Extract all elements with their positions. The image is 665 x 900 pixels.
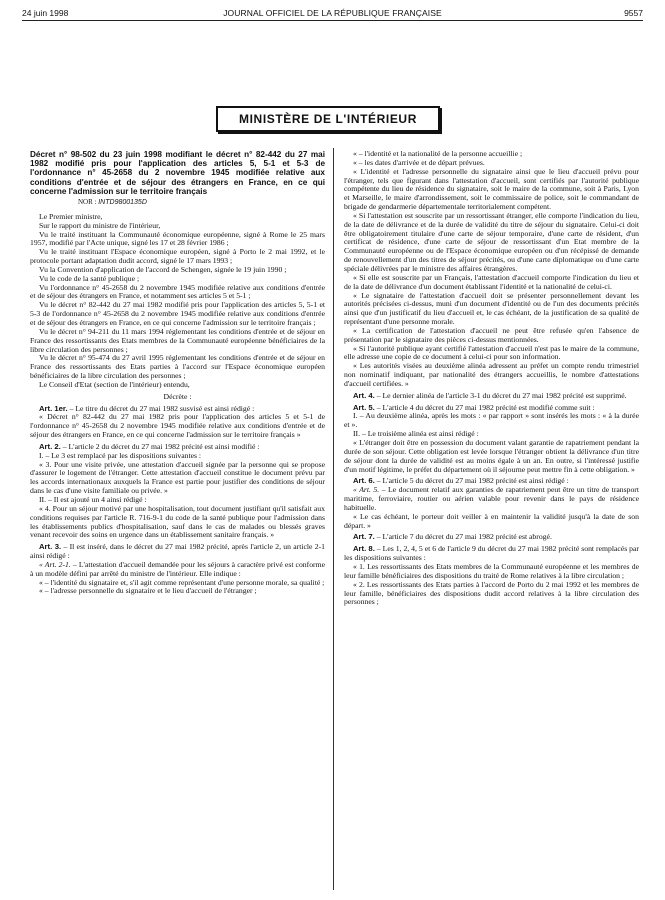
article-label: Art. 6. xyxy=(353,476,375,486)
paragraph: « La certification de l'attestation d'accueil ne peut être refusée qu'en l'absence de présentation par le signataire des pièces ci-dessus mentionnées. xyxy=(344,325,639,344)
paragraph: Vu le décret n° 82-442 du 27 mai 1982 modifié pris pour l'application des articles 5, 5-1 et 5-3 de l'ordonnance n° 45-2658 du 2 novembre 1945 modifiée relative aux conditions d'entrée et de séjour des étrangers en France, en ce qui concerne l'admission sur le territoire français ; xyxy=(30,300,325,327)
nor-reference xyxy=(30,198,325,208)
paragraph: Le Premier ministre, xyxy=(39,211,103,221)
article-label: Art. 1er. xyxy=(39,403,68,413)
paragraph: « Si l'attestation est souscrite par un ressortissant étranger, elle comporte l'indication du lieu, de la date de délivrance et de la durée de validité du titre de séjour du signataire. Celui-ci doit être obligatoirement titulaire d'une carte de séjour temporaire, d'une carte de résident, d'un certificat de résidence, d'une carte de séjour de ressortissant d'un Etat membre de la Communauté européenne ou de l'Espace économique européen ou d'un récépissé de demande de renouvellement d'un des titres de séjour précités, ou d'une carte diplomatique ou d'une carte spéciale délivrées par le ministre des affaires étrangères. xyxy=(344,210,639,273)
paragraph: « L'étranger doit être en possession du document valant garantie de rapatriement pendant la durée de son séjour. Cette obligation est levée lorsque l'étranger obtient la délivrance d'un titre de séjour dont la durée de validité est au moins égale à un an. En outre, si l'intéressé justifie d'un motif légitime, le préfet du département où il séjourne peut mettre fin à cette obligation. » xyxy=(344,438,639,474)
paragraph: « 1. Les ressortissants des Etats membres de la Communauté européenne et les membres de leur famille bénéficiaires des dispositions du traité de Rome relatives à la libre circulation ; xyxy=(344,561,639,580)
article-3: Art. 3. – Il est inséré, dans le décret du 27 mai 1982 précité, après l'article 2, un article 2-1 ainsi rédigé : xyxy=(30,542,325,561)
paragraph: Sur le rapport du ministre de l'intérieur, xyxy=(39,220,161,230)
paragraph: Vu le décret n° 95-474 du 27 avril 1995 réglementant les conditions d'entrée et de séjour en France des ressortissants des Etats parties à l'accord sur l'Espace économique européen bénéficiaires de la libre circulation des personnes ; xyxy=(30,353,325,381)
paragraph: Vu le traité instituant l'Espace économique européen, signé à Porto le 2 mai 1992, et le protocole portant adaptation dudit accord, signé le 17 mars 1993 ; xyxy=(30,247,325,266)
paragraph: II. – Le troisième alinéa est ainsi rédigé : xyxy=(353,429,479,439)
paragraph: Vu la Convention d'application de l'accord de Schengen, signée le 19 juin 1990 ; xyxy=(39,264,287,274)
column-separator xyxy=(333,148,334,890)
article-label: Art. 2. xyxy=(39,441,61,451)
paragraph: I. – Le 3 est remplacé par les dispositions suivantes : xyxy=(39,450,202,460)
paragraph: « Le signataire de l'attestation d'accueil doit se présenter personnellement devant les autorités précisées ci-dessus, muni d'un document d'identité ou de l'un des documents précités ainsi que d'un justificatif du lieu d'accueil et, le cas échéant, de la justification de sa qualité de représentant d'une personne morale. xyxy=(344,290,639,327)
article-label: Art. 5. xyxy=(353,402,375,412)
header-page-number: 9557 xyxy=(624,8,643,18)
paragraph: « L'identité et l'adresse personnelle du signataire ainsi que le lieu d'accueil prévu pour l'étranger, tels que figurant dans l'attestation d'accueil, sont certifiés par l'autorité publique compétente du lieu de résidence du signataire, soit le maire de la commune, soit à Paris, Lyon et Marseille, le maire d'arrondissement, soit le commissaire de police, soit le commandant de brigade de gendarmerie départementale territorialement compétent. xyxy=(344,166,639,212)
ministry-box: MINISTÈRE DE L'INTÉRIEUR xyxy=(216,106,440,132)
paragraph: « Art. 5. – Le document relatif aux garanties de rapatriement peut être un titre de transport maritime, ferroviaire, routier ou aérien valable pour revenir dans le pays de résidence habituelle. xyxy=(344,485,640,512)
decree-title: Décret n° 98-502 du 23 juin 1998 modifiant le décret n° 82-442 du 27 mai 1982 modifié pris pour l'application des articles 5, 5-1 et 5-3 de l'ordonnance n° 45-2658 du 2 novembre 1945 modifiée relative aux conditions d'entrée et de séjour des étrangers en France, en ce qui concerne l'admission sur le territoire français xyxy=(30,150,325,196)
paragraph: « – l'adresse personnelle du signataire et le lieu d'accueil de l'étranger ; xyxy=(39,586,257,596)
paragraph: Vu l'ordonnance n° 45-2658 du 2 novembre 1945 modifiée relative aux conditions d'entrée et de séjour des étrangers en France, et notamment ses articles 5 et 5-1 ; xyxy=(30,282,325,301)
nor-label: NOR : xyxy=(78,198,97,207)
header-journal-title: JOURNAL OFFICIEL DE LA RÉPUBLIQUE FRANÇAISE xyxy=(223,8,442,18)
header-rule xyxy=(22,20,643,21)
article-label: Art. 3. xyxy=(39,542,62,552)
article-4: Art. 4. – Le dernier alinéa de l'article 3-1 du décret du 27 mai 1982 précité est supprimé. xyxy=(353,390,627,400)
article-8: Art. 8. – Les 1, 2, 4, 5 et 6 de l'article 9 du décret du 27 mai 1982 précité sont remplacés par les dispositions suivantes : xyxy=(344,544,639,563)
article-label: Art. 4. xyxy=(353,390,375,400)
article-label: Art. 7. xyxy=(353,532,375,542)
paragraph: « Art. 2-1. – L'attestation d'accueil demandée pour les séjours à caractère privé est conforme à un modèle défini par arrêté du ministre de l'intérieur. Elle indique : xyxy=(30,559,326,578)
article-5: Art. 5. – L'article 4 du décret du 27 mai 1982 précité est modifié comme suit : xyxy=(353,402,595,412)
article-2: Art. 2. – L'article 2 du décret du 27 mai 1982 précité est ainsi modifié : xyxy=(39,441,260,451)
paragraph: « 2. Les ressortissants des Etats parties à l'accord de Porto du 2 mai 1992 et les membres de leur famille, bénéficiaires des dispositions dudit accord relatives à la libre circulation des personnes ; xyxy=(344,579,639,607)
paragraph: « Si l'autorité publique ayant certifié l'attestation d'accueil n'est pas le maire de la commune, elle adresse une copie de ce document à celui-ci pour son information. xyxy=(344,343,639,362)
paragraph: Vu le traité instituant la Communauté économique européenne, signé à Rome le 25 mars 1957, modifié par l'Acte unique, signé les 17 et 28 février 1986 ; xyxy=(30,229,325,248)
paragraph: Le Conseil d'Etat (section de l'intérieur) entendu, xyxy=(39,379,190,389)
paragraph: « Décret n° 82-442 du 27 mai 1982 pris pour l'application des articles 5 et 5-1 de l'ordonnance n° 45-2658 du 2 novembre 1945 modifiée relative aux conditions d'entrée et de séjour des étrangers en France, en ce qui concerne l'admission sur le territoire français » xyxy=(30,412,325,440)
paragraph: Vu le décret n° 94-211 du 11 mars 1994 réglementant les conditions d'entrée et de séjour en France des ressortissants des Etats membres de la Communauté européenne bénéficiaires de la libre circulation des personnes ; xyxy=(30,326,325,354)
paragraph: « Les autorités visées au deuxième alinéa adressent au préfet un compte rendu trimestriel non nominatif indiquant, par nationalité des étrangers accueillis, le nombre d'attestations d'accueil certifiées. » xyxy=(344,361,639,388)
paragraph: « – l'identité et la nationalité de la personne accueillie ; xyxy=(353,149,523,158)
right-column xyxy=(344,150,639,607)
paragraph: I. – Au deuxième alinéa, après les mots : « par rapport » sont insérés les mots : « à la durée et ». xyxy=(344,411,639,430)
paragraph: « 4. Pour un séjour motivé par une hospitalisation, tout document justifiant qu'il satisfait aux conditions requises par l'article R. 716-9-1 du code de la santé publique pour l'admission dans les établissements publics d'hospitalisation, sauf dans le cas de malades ou blessés graves venant recevoir des soins en urgence dans un établissement sanitaire français. » xyxy=(30,503,325,540)
paragraph: Vu le code de la santé publique ; xyxy=(39,273,140,283)
paragraph: « Si elle est souscrite par un Français, l'attestation d'accueil comporte l'indication du lieu et de la date de délivrance d'un document établissant l'identité et la nationalité de celui-ci. xyxy=(344,272,639,291)
header-date: 24 juin 1998 xyxy=(22,8,69,18)
paragraph: « – l'identité du signataire et, s'il agit comme représentant d'une personne morale, sa qualité ; xyxy=(39,577,325,587)
paragraph: « – les dates d'arrivée et de départ prévues. xyxy=(353,157,485,167)
article-7: Art. 7. – L'article 7 du décret du 27 mai 1982 précité est abrogé. xyxy=(353,532,552,542)
article-1: Art. 1er. – Le titre du décret du 27 mai 1982 susvisé est ainsi rédigé : xyxy=(39,403,255,413)
left-column xyxy=(30,150,325,596)
decrees-heading: Décrète : xyxy=(163,391,192,401)
paragraph: II. – Il est ajouté un 4 ainsi rédigé : xyxy=(39,495,147,505)
paragraph: « 3. Pour une visite privée, une attestation d'accueil signée par la personne qui se propose d'assurer le logement de l'étranger. Cette attestation d'accueil constitue le document prévu par les accords internationaux auxquels la France est partie pour justifier des conditions de séjour dans le cas d'une visite familiale ou privée. » xyxy=(30,459,325,496)
article-6: Art. 6. – L'article 5 du décret du 27 mai 1982 précité est ainsi rédigé : xyxy=(353,476,569,486)
paragraph: « Le cas échéant, le porteur doit veiller à en maintenir la validité jusqu'à la date de son départ. » xyxy=(344,511,639,530)
nor-code: INTD9800135D xyxy=(98,199,147,207)
article-label: Art. 8. xyxy=(353,544,375,554)
